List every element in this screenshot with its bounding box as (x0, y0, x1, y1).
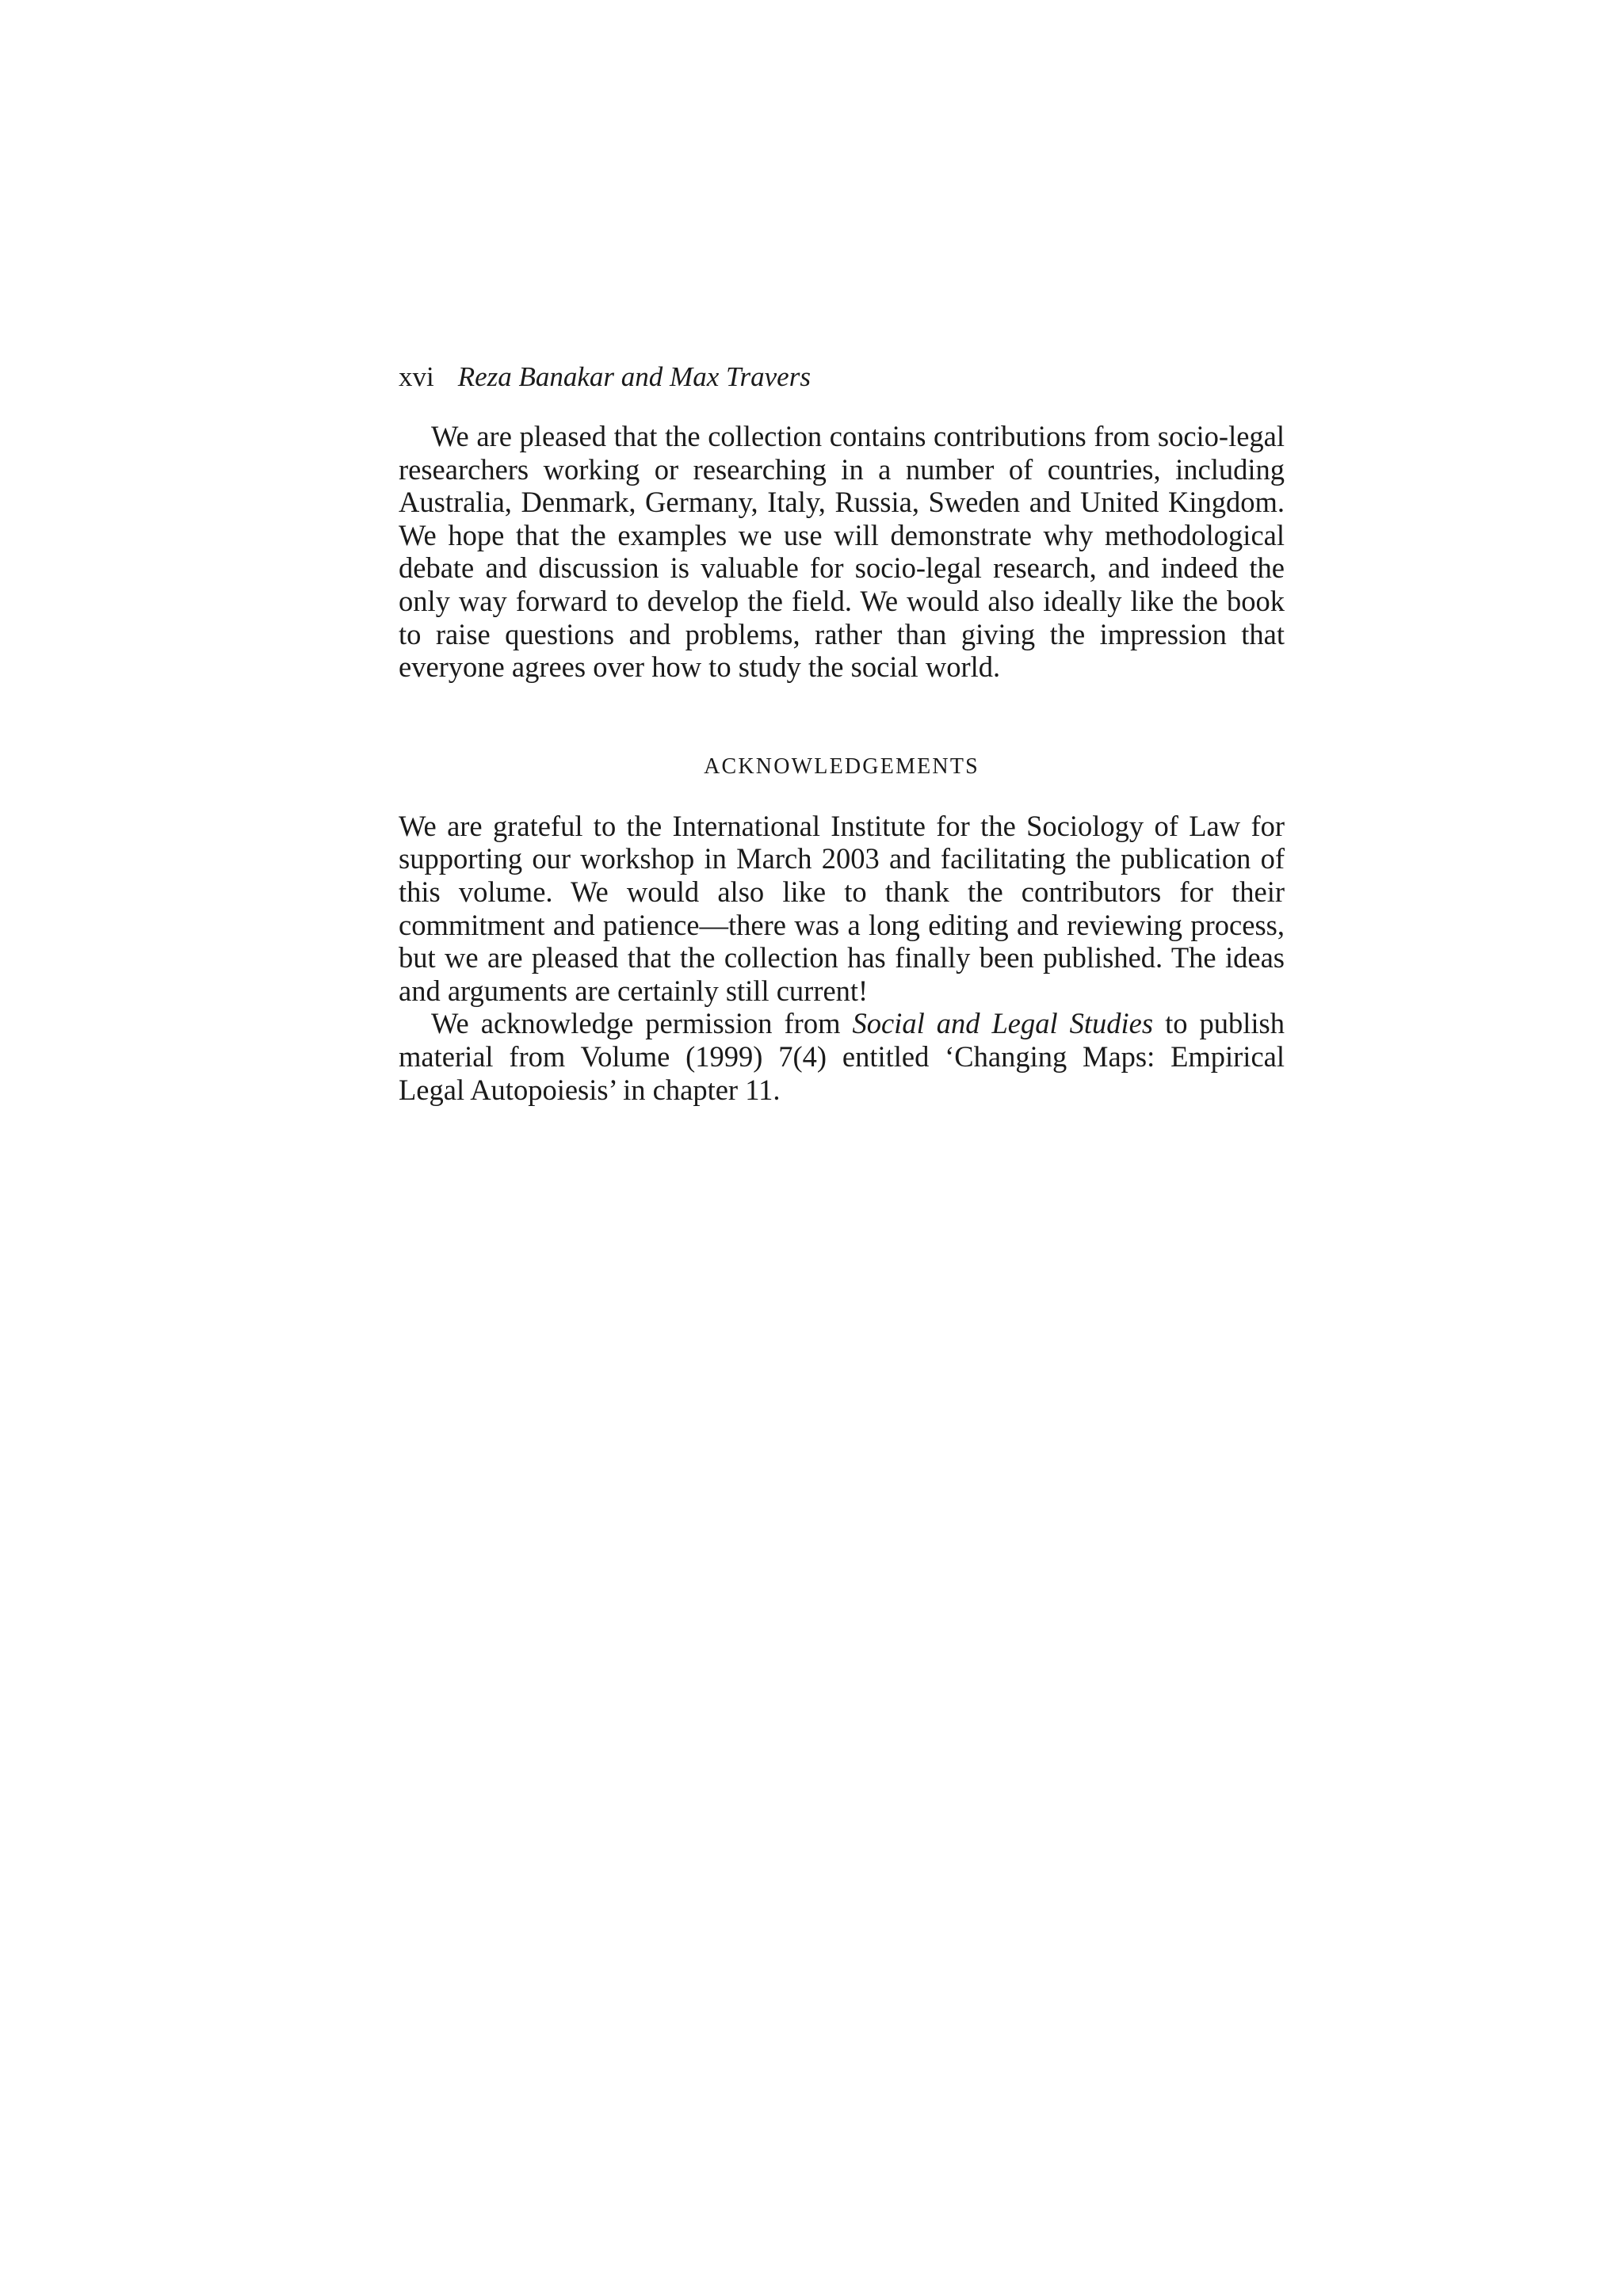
acknowledgements-heading: ACKNOWLEDGEMENTS (704, 753, 980, 779)
running-head (399, 360, 1285, 394)
acknowledgements-paragraph-2 (399, 1007, 1285, 1106)
intro-paragraph: We are pleased that the collection contains contributions from socio-legal researchers working or researching in a number of countries, including Australia, Denmark, Germany, Italy, Russia, Sweden and United Kingdom. We hope that the examples we use will demonstrate why methodological debate and discussion is valuable for socio-legal research, and indeed the only way forward to develop the field. We would also ideally like the book to raise questions and problems, rather than giving the impression that everyone agrees over how to study the social world. (399, 420, 1285, 684)
running-head-authors: Reza Banakar and Max Travers (457, 361, 811, 392)
text-block (399, 360, 1285, 1106)
acknowledgements-paragraph-1: We are grateful to the International Institute for the Sociology of Law for supporting our workshop in March 2003 and facilitating the publication of this volume. We would also like to thank the contributors for their commitment and patience—there was a long editing and reviewing process, but we are pleased that the collection has finally been published. The ideas and arguments are certainly still current! (399, 809, 1285, 1007)
page-number: xvi (399, 361, 434, 392)
permission-text-tail: to publish material from Volume (1999) 7(4) entitled ‘Changing Maps: Empirical Legal Autopoiesis’ in chapter 11. (399, 1007, 1285, 1106)
journal-title: Social and Legal Studies (852, 1007, 1154, 1040)
permission-text-lead: We acknowledge permission from (431, 1007, 853, 1040)
